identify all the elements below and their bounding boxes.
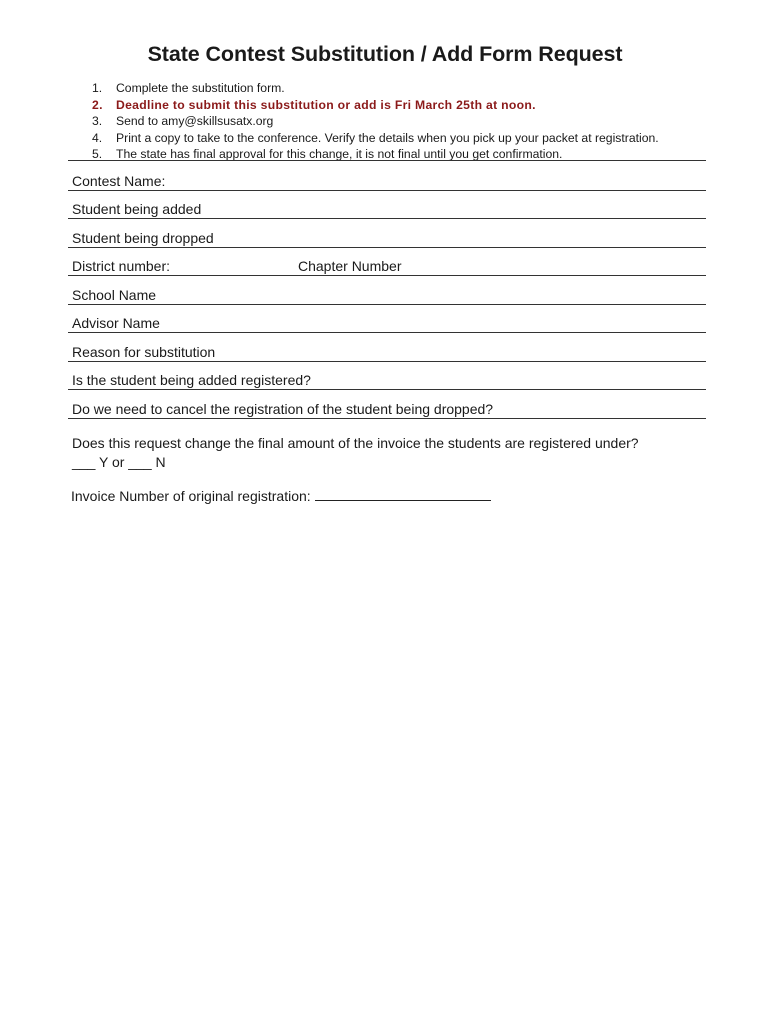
student-added-label: Student being added: [72, 201, 202, 217]
instruction-number: 1.: [92, 81, 103, 95]
added-registered-field[interactable]: [68, 363, 706, 390]
reason-label: Reason for substitution: [72, 344, 216, 360]
student-dropped-field[interactable]: [68, 221, 706, 248]
advisor-name-label: Advisor Name: [72, 315, 160, 331]
yes-no-answer-line[interactable]: ___ Y or ___ N: [72, 454, 166, 470]
invoice-question-text: Does this request change the final amount of the invoice the students are registered under?: [72, 435, 639, 451]
contest-name-label: Contest Name:: [72, 173, 166, 189]
instruction-text: Deadline to submit this substitution or add is Fri March 25th at noon.: [116, 97, 536, 112]
cancel-registration-field[interactable]: [68, 392, 706, 419]
invoice-number-blank[interactable]: [315, 487, 491, 501]
instruction-number: 5.: [92, 147, 103, 161]
instruction-item: [72, 80, 732, 97]
instruction-text: Send to amy@skillsusatx.org: [116, 114, 274, 128]
district-chapter-field[interactable]: [68, 249, 706, 276]
instruction-number: 4.: [92, 130, 103, 145]
cancel-registration-label: Do we need to cancel the registration of the student being dropped?: [72, 401, 494, 417]
instructions-divider: [68, 160, 706, 161]
form-title: State Contest Substitution / Add Form Request: [147, 42, 623, 66]
invoice-number-label: Invoice Number of original registration:: [71, 488, 311, 504]
school-name-field[interactable]: [68, 278, 706, 305]
deadline-instruction: [72, 97, 732, 114]
instruction-text: Print a copy to take to the conference. Verify the details when you pick up your packet at registration.: [116, 130, 659, 145]
chapter-number-label: Chapter Number: [298, 258, 402, 274]
instruction-number: 3.: [92, 114, 103, 128]
school-name-label: School Name: [72, 287, 157, 303]
reason-field[interactable]: [68, 335, 706, 362]
instructions-list: [72, 80, 732, 163]
instruction-item: [72, 113, 732, 130]
contest-name-field[interactable]: [68, 164, 706, 191]
district-number-label: District number:: [72, 258, 171, 274]
invoice-change-question: [72, 434, 712, 472]
student-added-field[interactable]: [68, 192, 706, 219]
added-registered-label: Is the student being added registered?: [72, 372, 311, 388]
instruction-item: [72, 130, 732, 147]
invoice-number-field: [71, 487, 491, 504]
student-dropped-label: Student being dropped: [72, 230, 214, 246]
instruction-text: Complete the substitution form.: [116, 81, 285, 95]
instruction-number: 2.: [92, 97, 103, 112]
advisor-name-field[interactable]: [68, 306, 706, 333]
instruction-text: The state has final approval for this change, it is not final until you get confirmation.: [116, 147, 563, 161]
